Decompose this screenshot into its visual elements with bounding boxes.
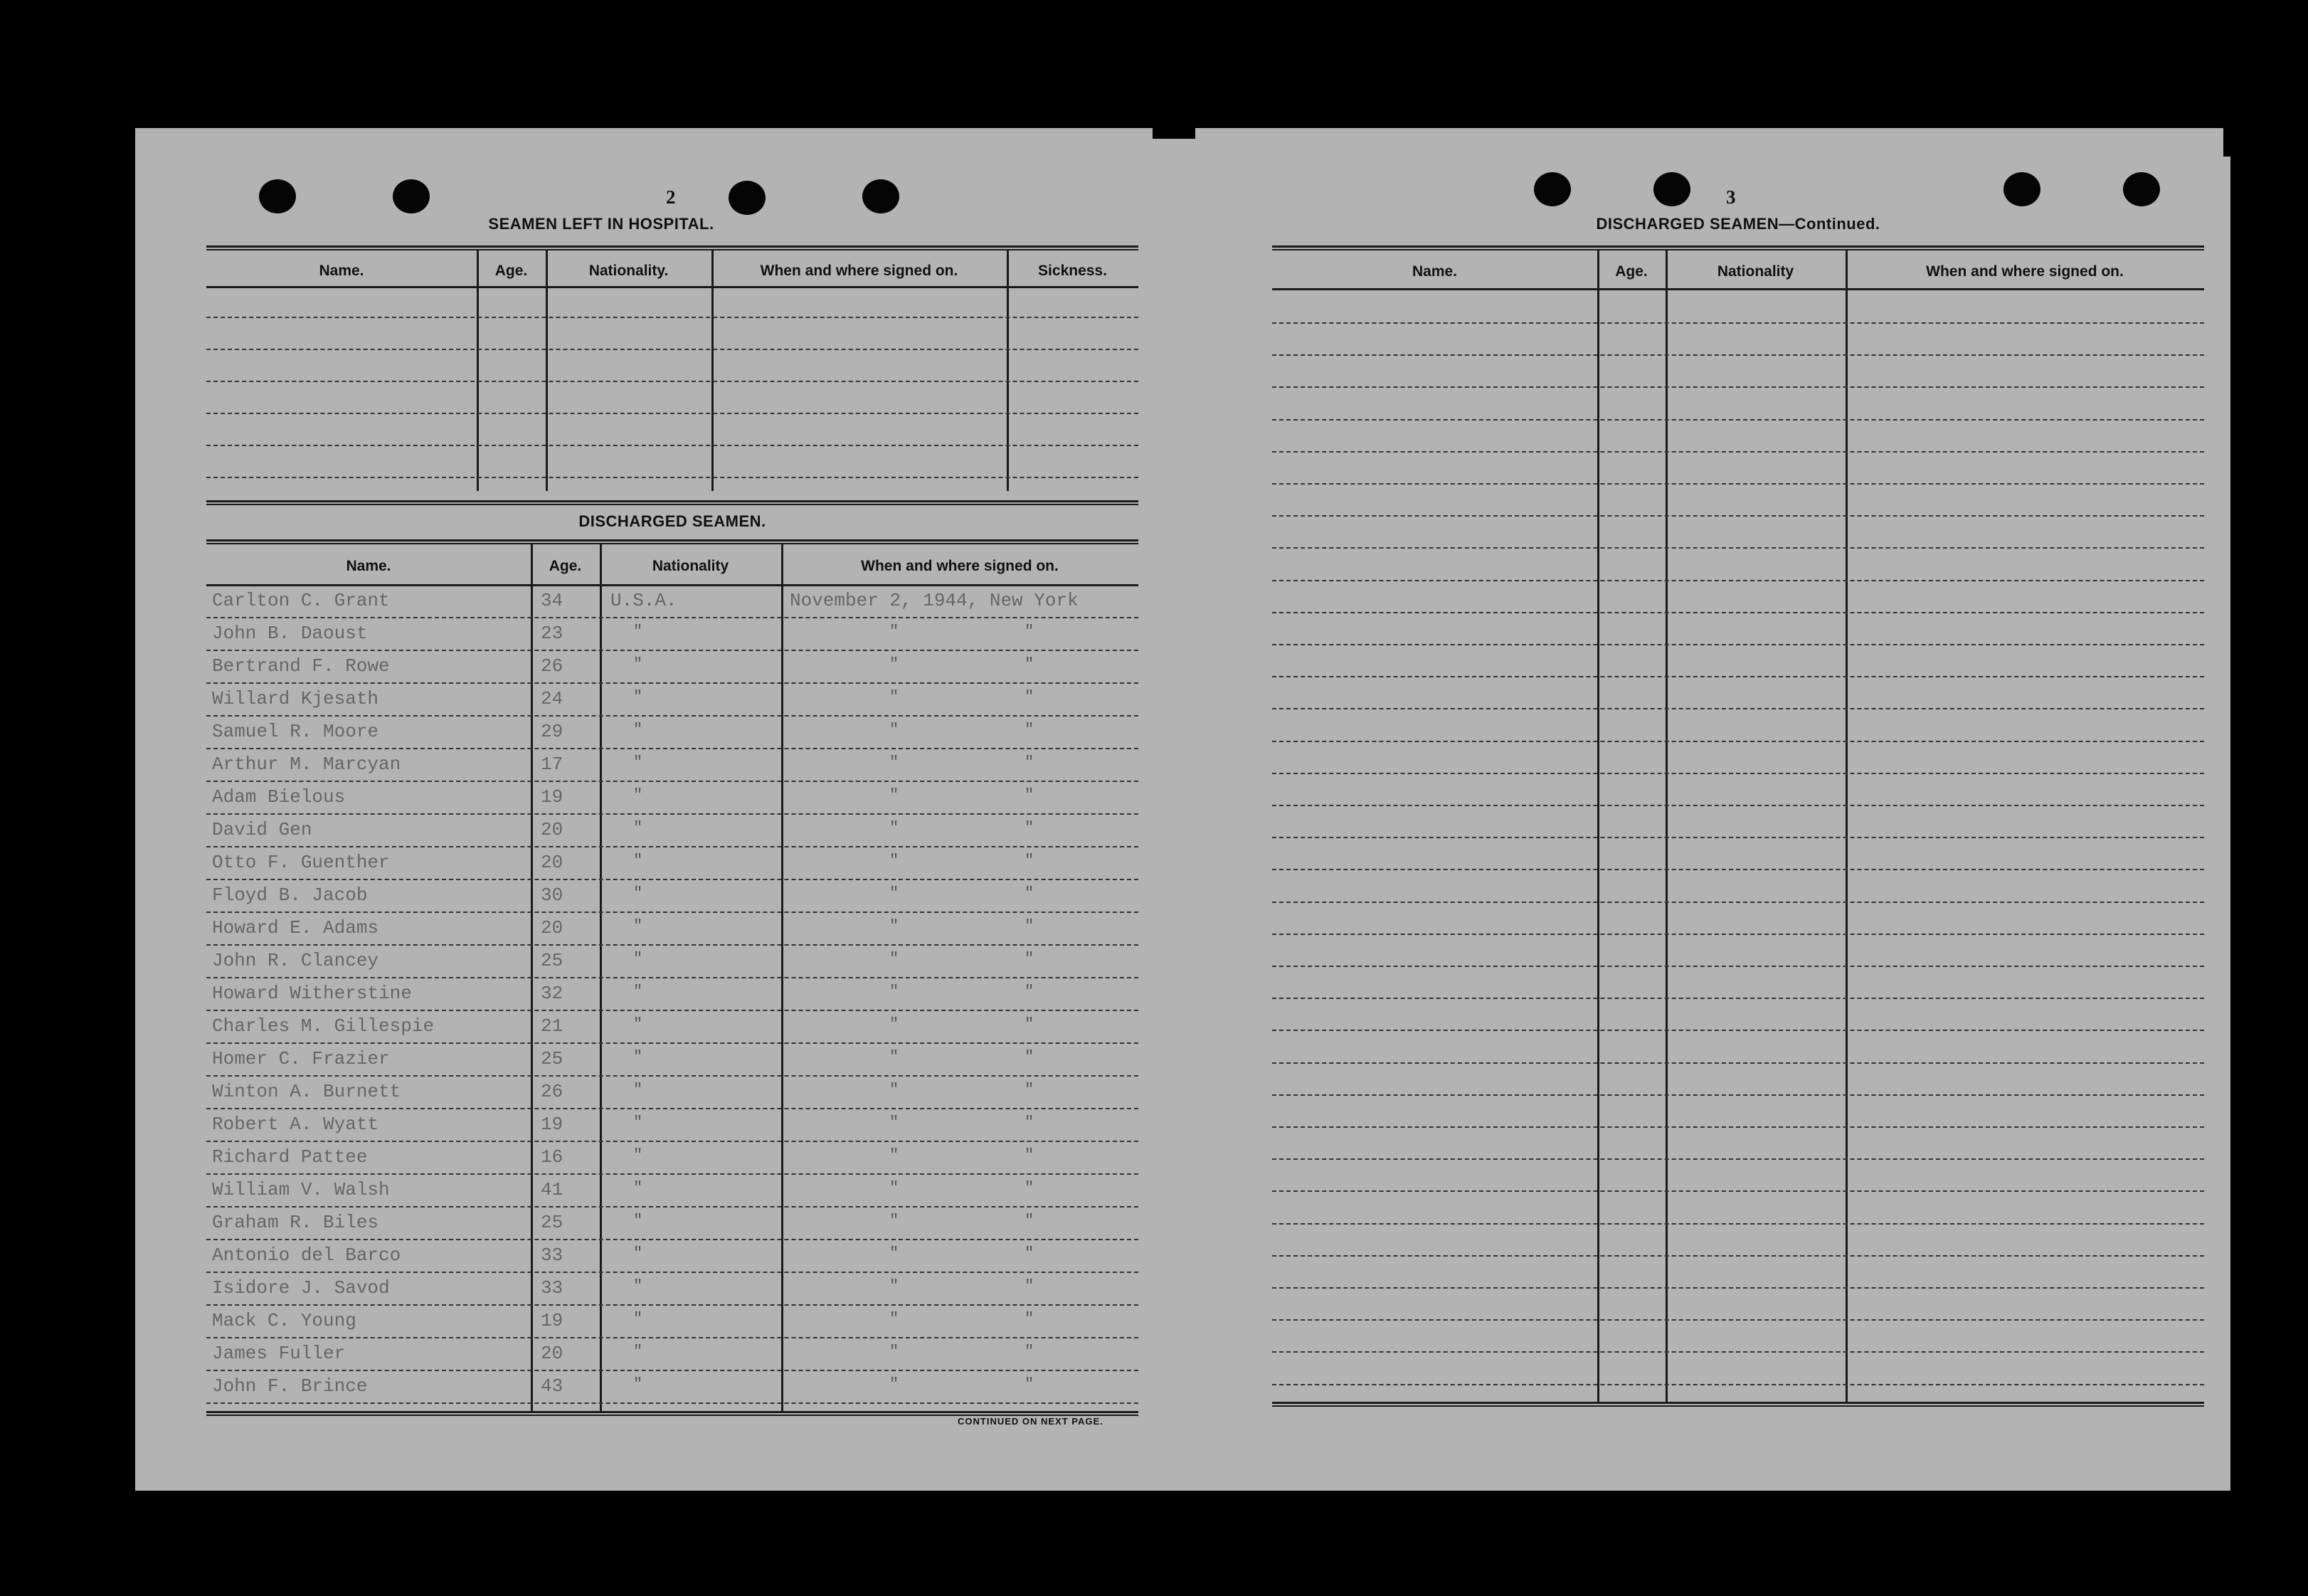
nationality-ditto: " <box>633 1146 643 1164</box>
discharged-header-age: Age. <box>549 558 582 574</box>
nationality-ditto: " <box>633 688 643 706</box>
signed-date-ditto: " <box>889 1375 899 1393</box>
blank-row-rule <box>1272 580 2204 581</box>
seaman-name: Samuel R. Moore <box>212 721 379 742</box>
seaman-age: 30 <box>541 884 563 906</box>
discharged-table <box>206 500 1138 1425</box>
signed-date-ditto: " <box>889 1179 899 1197</box>
seaman-name: Howard Witherstine <box>212 983 412 1004</box>
blank-row-rule <box>1272 1158 2204 1160</box>
blank-row-rule <box>1272 902 2204 903</box>
seaman-name: Willard Kjesath <box>212 688 379 709</box>
row-rule <box>206 1239 1138 1240</box>
signed-date-ditto: " <box>889 655 899 673</box>
hospital-header-sickness: Sickness. <box>1038 263 1107 279</box>
nationality-ditto: " <box>633 884 643 902</box>
seaman-name: Floyd B. Jacob <box>212 884 368 906</box>
discharged-section-title: DISCHARGED SEAMEN. <box>578 512 766 530</box>
seaman-name: Richard Pattee <box>212 1146 368 1168</box>
nationality-ditto: " <box>633 1114 643 1131</box>
punch-hole <box>1653 172 1690 206</box>
hospital-section-title: SEAMEN LEFT IN HOSPITAL. <box>488 215 714 233</box>
punch-hole <box>729 181 766 215</box>
blank-row-rule <box>1272 805 2204 806</box>
row-rule <box>206 1042 1138 1044</box>
signed-date-ditto: " <box>889 950 899 968</box>
seaman-name: Homer C. Frazier <box>212 1048 390 1069</box>
seaman-name: Antonio del Barco <box>212 1244 401 1266</box>
seaman-name: John B. Daoust <box>212 623 368 644</box>
seaman-age: 25 <box>541 1212 563 1233</box>
row-rule <box>206 911 1138 913</box>
row-rule <box>206 1173 1138 1175</box>
seaman-name: Isidore J. Savod <box>212 1277 390 1299</box>
blank-row-rule <box>1272 419 2204 421</box>
seaman-age: 23 <box>541 623 563 644</box>
blank-row-rule <box>1272 1062 2204 1064</box>
document-sheet <box>135 128 2230 1491</box>
nationality-ditto: " <box>633 950 643 968</box>
right-header-signed-on: When and where signed on. <box>1926 263 2124 280</box>
blank-row-rule <box>1272 676 2204 677</box>
signed-date-ditto: " <box>889 623 899 640</box>
nationality-ditto: " <box>633 623 643 640</box>
blank-row-rule <box>1272 1287 2204 1289</box>
seaman-age: 43 <box>541 1375 563 1397</box>
signed-date-ditto: " <box>889 1343 899 1360</box>
blank-row-rule <box>1272 934 2204 935</box>
blank-row-rule <box>1272 515 2204 517</box>
seaman-name: Robert A. Wyatt <box>212 1114 379 1135</box>
seaman-age: 26 <box>541 655 563 677</box>
seaman-age: 17 <box>541 754 563 775</box>
seaman-age: 32 <box>541 983 563 1004</box>
blank-row-rule <box>1272 1319 2204 1321</box>
row-rule <box>206 650 1138 651</box>
hospital-header-name: Name. <box>319 263 364 279</box>
signed-place-ditto: " <box>1025 1015 1034 1033</box>
discharged-continued-table <box>1272 245 2204 1412</box>
signed-place-ditto: " <box>1025 1375 1034 1393</box>
seaman-age: 33 <box>541 1244 563 1266</box>
nationality-ditto: " <box>633 1343 643 1360</box>
signed-place-ditto: " <box>1025 917 1034 935</box>
nationality-ditto: " <box>633 1244 643 1262</box>
punch-hole <box>1534 172 1571 206</box>
discharged-header-nationality: Nationality <box>652 558 729 574</box>
signed-date-ditto: " <box>889 1015 899 1033</box>
punch-hole <box>393 179 430 213</box>
seaman-name: John R. Clancey <box>212 950 379 971</box>
signed-place-ditto: " <box>1025 1212 1034 1230</box>
signed-place-ditto: " <box>1025 983 1034 1000</box>
blank-row-rule <box>1272 1384 2204 1385</box>
blank-row-rule <box>1272 869 2204 870</box>
blank-row-rule <box>1272 1126 2204 1128</box>
nationality-ditto: " <box>633 721 643 739</box>
blank-row-rule <box>1272 1094 2204 1096</box>
seaman-age: 34 <box>541 590 563 611</box>
row-rule <box>206 682 1138 684</box>
nationality-ditto: " <box>633 917 643 935</box>
blank-row-rule <box>1272 483 2204 485</box>
seaman-name: Howard E. Adams <box>212 917 379 939</box>
nationality-ditto: " <box>633 1310 643 1328</box>
blank-row-rule <box>1272 1351 2204 1353</box>
nationality-ditto: " <box>633 754 643 771</box>
signed-place-ditto: " <box>1025 950 1034 968</box>
nationality-ditto: " <box>633 1081 643 1099</box>
seaman-age: 19 <box>541 786 563 808</box>
nationality-ditto: " <box>633 819 643 837</box>
blank-row-rule <box>1272 998 2204 999</box>
hospital-header-signed-on: When and where signed on. <box>760 263 958 279</box>
seaman-name: Arthur M. Marcyan <box>212 754 401 775</box>
signed-date-ditto: " <box>889 1244 899 1262</box>
seaman-name: Graham R. Biles <box>212 1212 379 1233</box>
seaman-name: Otto F. Guenther <box>212 852 390 873</box>
signed-date-ditto: " <box>889 852 899 870</box>
row-rule <box>206 1141 1138 1142</box>
torn-edge <box>1153 125 1195 139</box>
discharged-header-name: Name. <box>346 558 391 574</box>
nationality-ditto: " <box>633 655 643 673</box>
nationality-ditto: " <box>633 1277 643 1295</box>
blank-row-rule <box>1272 547 2204 549</box>
punch-hole <box>2003 172 2040 206</box>
page-number-right: 3 <box>1726 186 1736 208</box>
seaman-age: 16 <box>541 1146 563 1168</box>
row-rule <box>206 879 1138 880</box>
row-rule <box>206 1370 1138 1371</box>
blank-row-rule <box>1272 1190 2204 1192</box>
signed-place-ditto: " <box>1025 754 1034 771</box>
row-rule <box>206 1402 1138 1404</box>
row-rule <box>206 1010 1138 1011</box>
blank-row-rule <box>1272 386 2204 388</box>
seaman-name: Mack C. Young <box>212 1310 356 1331</box>
right-header-nationality: Nationality <box>1717 263 1794 280</box>
seaman-signed-on: November 2, 1944, New York <box>790 590 1079 611</box>
signed-place-ditto: " <box>1025 884 1034 902</box>
right-header-age: Age. <box>1615 263 1648 280</box>
row-rule <box>206 715 1138 717</box>
row-rule <box>206 977 1138 978</box>
seaman-name: James Fuller <box>212 1343 346 1364</box>
signed-date-ditto: " <box>889 1048 899 1066</box>
seaman-name: John F. Brince <box>212 1375 368 1397</box>
seaman-name: William V. Walsh <box>212 1179 390 1200</box>
nationality-ditto: " <box>633 1015 643 1033</box>
seaman-age: 19 <box>541 1310 563 1331</box>
nationality-ditto: " <box>633 1048 643 1066</box>
signed-date-ditto: " <box>889 688 899 706</box>
signed-date-ditto: " <box>889 884 899 902</box>
signed-date-ditto: " <box>889 754 899 771</box>
seaman-name: Adam Bielous <box>212 786 346 808</box>
signed-place-ditto: " <box>1025 1343 1034 1360</box>
blank-row-rule <box>1272 708 2204 709</box>
seaman-age: 29 <box>541 721 563 742</box>
seaman-name: David Gen <box>212 819 312 840</box>
row-rule <box>206 1108 1138 1109</box>
signed-date-ditto: " <box>889 1212 899 1230</box>
punch-hole <box>2123 172 2160 206</box>
blank-row-rule <box>1272 612 2204 613</box>
row-rule <box>206 1304 1138 1306</box>
seaman-age: 25 <box>541 1048 563 1069</box>
row-rule <box>206 1337 1138 1338</box>
row-rule <box>206 1206 1138 1207</box>
signed-date-ditto: " <box>889 819 899 837</box>
blank-row-rule <box>1272 1223 2204 1225</box>
signed-date-ditto: " <box>889 1310 899 1328</box>
seaman-name: Carlton C. Grant <box>212 590 390 611</box>
seaman-age: 33 <box>541 1277 563 1299</box>
right-header-name: Name. <box>1412 263 1458 280</box>
signed-place-ditto: " <box>1025 1179 1034 1197</box>
row-rule <box>206 944 1138 946</box>
seaman-age: 19 <box>541 1114 563 1135</box>
nationality-ditto: " <box>633 983 643 1000</box>
signed-place-ditto: " <box>1025 721 1034 739</box>
blank-row-rule <box>1272 741 2204 742</box>
page-number-left: 2 <box>666 186 676 208</box>
row-rule <box>206 846 1138 847</box>
nationality-ditto: " <box>633 786 643 804</box>
seaman-name: Charles M. Gillespie <box>212 1015 435 1037</box>
seaman-age: 20 <box>541 819 563 840</box>
signed-date-ditto: " <box>889 1081 899 1099</box>
signed-date-ditto: " <box>889 721 899 739</box>
blank-row-rule <box>1272 322 2204 324</box>
signed-place-ditto: " <box>1025 623 1034 640</box>
signed-place-ditto: " <box>1025 1081 1034 1099</box>
signed-place-ditto: " <box>1025 1244 1034 1262</box>
signed-place-ditto: " <box>1025 688 1034 706</box>
continued-note: CONTINUED ON NEXT PAGE. <box>958 1416 1103 1427</box>
row-rule <box>206 1272 1138 1273</box>
seaman-age: 20 <box>541 1343 563 1364</box>
seaman-name: Bertrand F. Rowe <box>212 655 390 677</box>
signed-date-ditto: " <box>889 1277 899 1295</box>
blank-row-rule <box>1272 644 2204 645</box>
punch-hole <box>862 179 899 213</box>
hospital-header-age: Age. <box>494 263 528 279</box>
seaman-age: 20 <box>541 852 563 873</box>
seaman-age: 26 <box>541 1081 563 1102</box>
signed-date-ditto: " <box>889 1114 899 1131</box>
hospital-header-nationality: Nationality. <box>588 263 669 279</box>
row-rule <box>206 617 1138 618</box>
row-rule <box>206 1075 1138 1077</box>
seaman-age: 20 <box>541 917 563 939</box>
nationality-ditto: " <box>633 852 643 870</box>
signed-date-ditto: " <box>889 786 899 804</box>
seaman-name: Winton A. Burnett <box>212 1081 401 1102</box>
signed-place-ditto: " <box>1025 1146 1034 1164</box>
blank-row-rule <box>1272 966 2204 967</box>
row-rule <box>206 813 1138 815</box>
blank-row-rule <box>1272 451 2204 453</box>
nationality-ditto: " <box>633 1212 643 1230</box>
signed-place-ditto: " <box>1025 852 1034 870</box>
signed-place-ditto: " <box>1025 655 1034 673</box>
seaman-age: 25 <box>541 950 563 971</box>
seaman-nationality: U.S.A. <box>610 590 677 611</box>
signed-place-ditto: " <box>1025 1048 1034 1066</box>
signed-place-ditto: " <box>1025 819 1034 837</box>
torn-edge <box>2223 125 2245 157</box>
blank-row-rule <box>1272 354 2204 356</box>
hospital-table <box>206 245 1138 502</box>
blank-row-rule <box>1272 1030 2204 1031</box>
punch-hole <box>259 179 296 213</box>
blank-row-rule <box>1272 773 2204 774</box>
signed-place-ditto: " <box>1025 1277 1034 1295</box>
blank-row-rule <box>1272 837 2204 838</box>
row-rule <box>206 781 1138 782</box>
signed-place-ditto: " <box>1025 1310 1034 1328</box>
signed-date-ditto: " <box>889 917 899 935</box>
row-rule <box>206 748 1138 749</box>
seaman-age: 21 <box>541 1015 563 1037</box>
signed-date-ditto: " <box>889 983 899 1000</box>
discharged-header-signed-on: When and where signed on. <box>861 558 1059 574</box>
seaman-age: 41 <box>541 1179 563 1200</box>
nationality-ditto: " <box>633 1179 643 1197</box>
nationality-ditto: " <box>633 1375 643 1393</box>
signed-place-ditto: " <box>1025 786 1034 804</box>
blank-row-rule <box>1272 1255 2204 1257</box>
signed-place-ditto: " <box>1025 1114 1034 1131</box>
right-section-title: DISCHARGED SEAMEN—Continued. <box>1596 215 1880 233</box>
seaman-age: 24 <box>541 688 563 709</box>
signed-date-ditto: " <box>889 1146 899 1164</box>
